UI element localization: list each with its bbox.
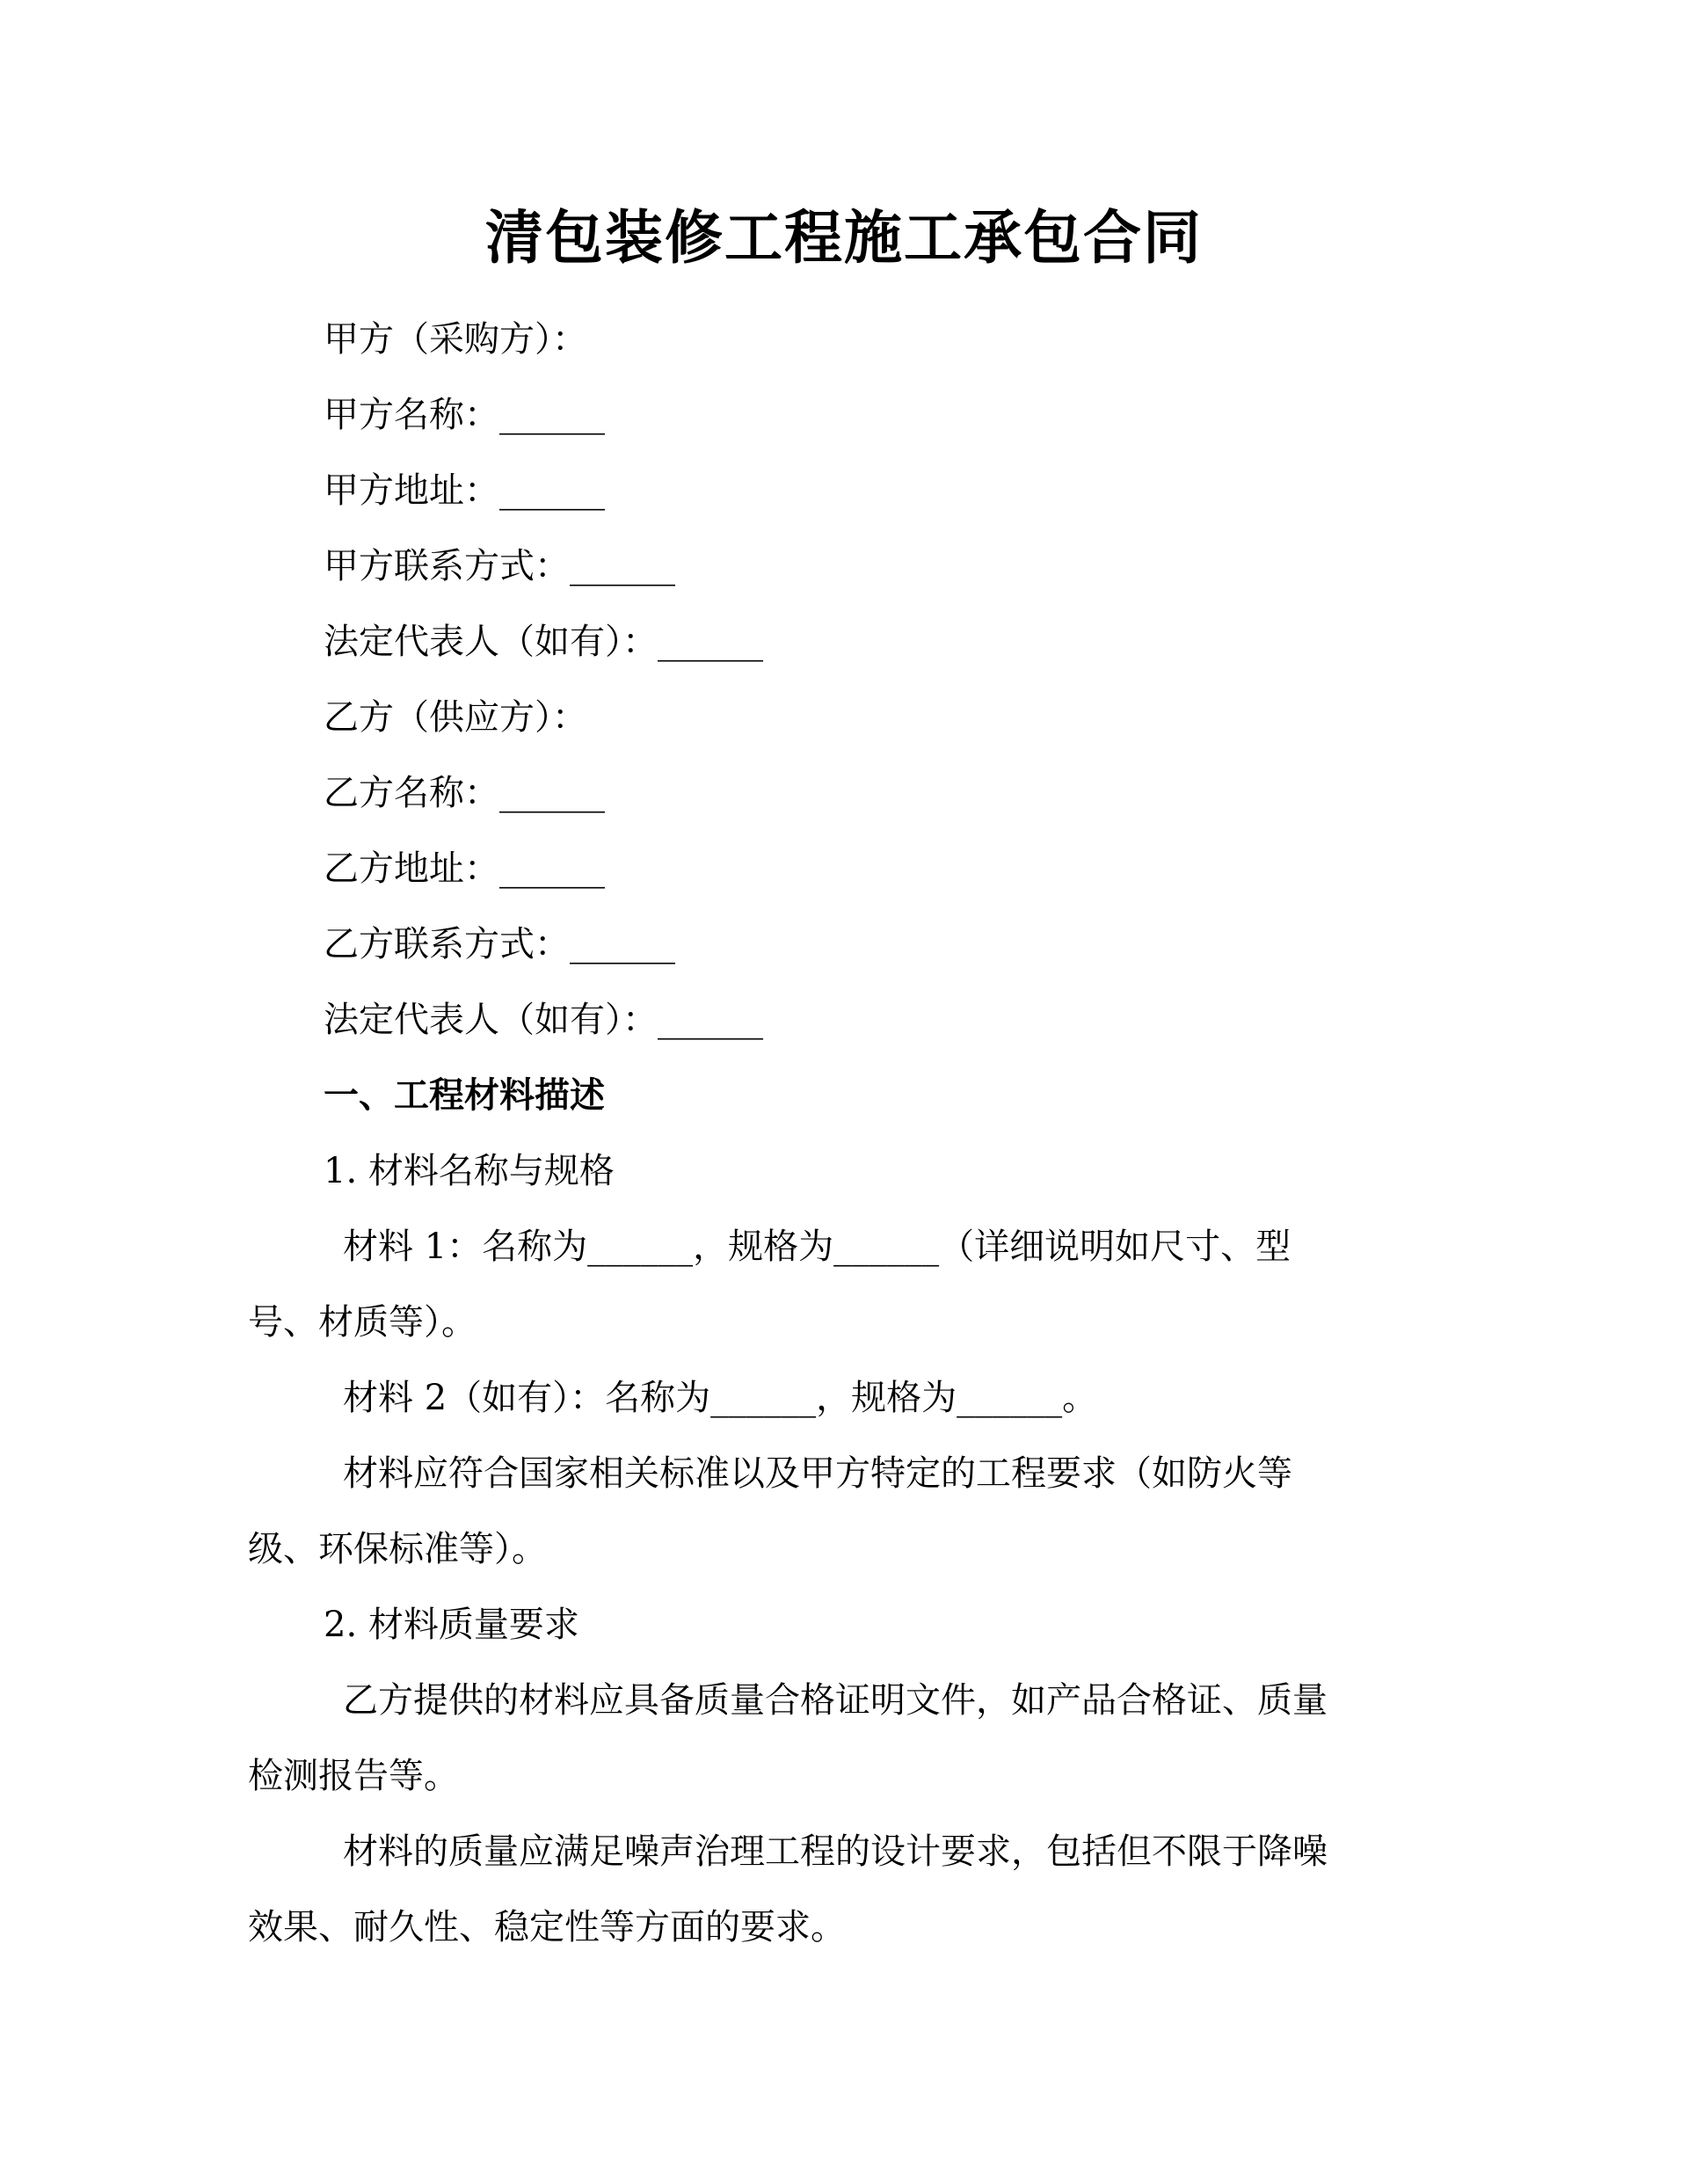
- section-heading-materials: 一、工程材料描述: [324, 1074, 605, 1116]
- party-b-contact: 乙方联系方式：______: [324, 924, 675, 965]
- party-b-legal-rep: 法定代表人（如有）：______: [324, 1000, 763, 1040]
- party-a-legal-rep: 法定代表人（如有）：______: [324, 622, 763, 662]
- party-a-header: 甲方（采购方）：: [324, 319, 587, 360]
- material-1-line-1: 材料 1：名称为______，规格为______（详细说明如尺寸、型: [343, 1227, 1291, 1267]
- certificate-line-2: 检测报告等。: [248, 1756, 459, 1796]
- subsection-heading-quality: 2. 材料质量要求: [324, 1605, 579, 1645]
- party-a-address: 甲方地址：______: [324, 470, 605, 511]
- material-1-line-2: 号、材质等）。: [248, 1302, 477, 1343]
- quality-line-2: 效果、耐久性、稳定性等方面的要求。: [248, 1907, 846, 1947]
- party-b-address: 乙方地址：______: [324, 848, 605, 889]
- material-2-line: 材料 2（如有）：名称为______，规格为______。: [343, 1378, 1098, 1418]
- quality-line-1: 材料的质量应满足噪声治理工程的设计要求，包括但不限于降噪: [343, 1831, 1328, 1872]
- certificate-line-1: 乙方提供的材料应具备质量合格证明文件，如产品合格证、质量: [343, 1680, 1328, 1721]
- subsection-heading-name-spec: 1. 材料名称与规格: [324, 1151, 615, 1191]
- party-a-contact: 甲方联系方式：______: [324, 546, 675, 586]
- standard-line-2: 级、环保标准等）。: [248, 1529, 547, 1569]
- party-b-name: 乙方名称：______: [324, 773, 605, 813]
- party-b-header: 乙方（供应方）：: [324, 697, 587, 738]
- party-a-name: 甲方名称：______: [324, 395, 605, 435]
- document-title: 清包装修工程施工承包合同: [485, 203, 1203, 272]
- standard-line-1: 材料应符合国家相关标准以及甲方特定的工程要求（如防火等: [343, 1453, 1292, 1494]
